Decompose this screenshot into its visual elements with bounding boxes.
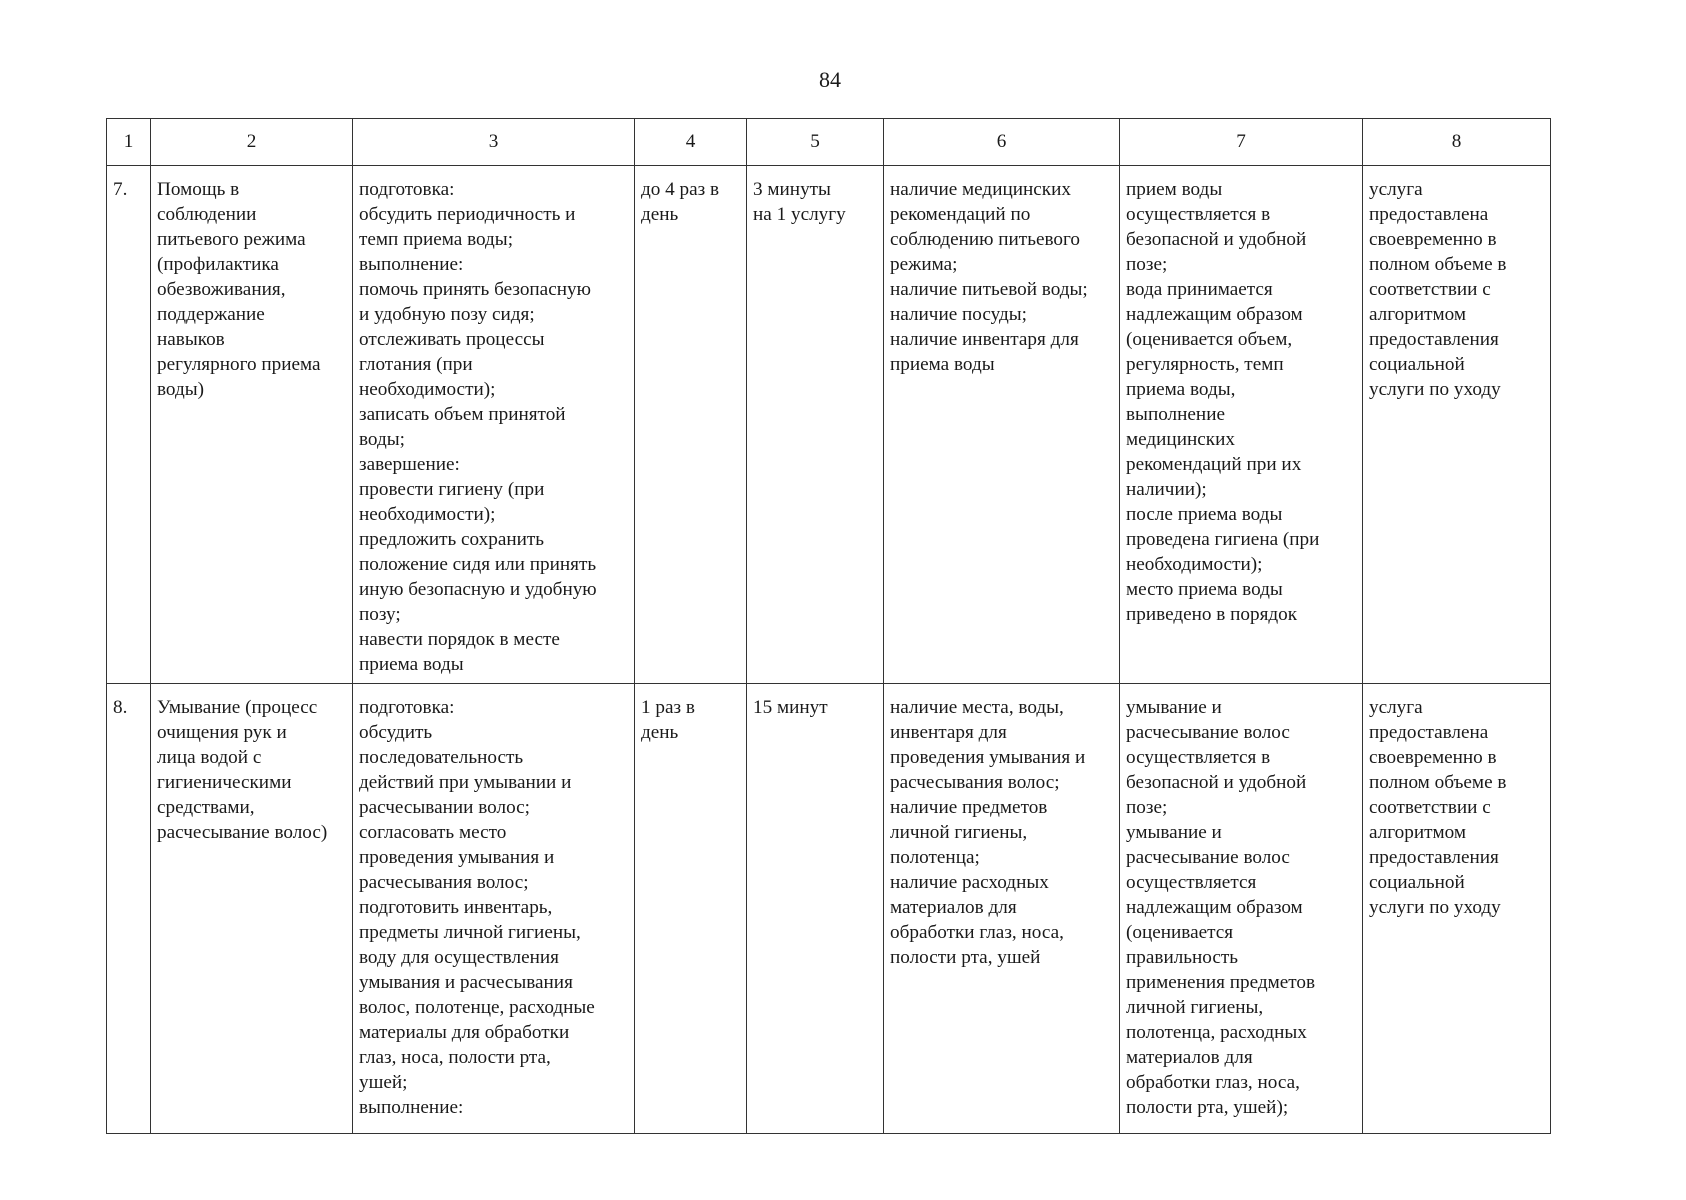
- cell-text-line: и удобную позу сидя;: [359, 304, 535, 325]
- cell-text-line: своевременно в: [1369, 229, 1497, 250]
- cell-text-line: расчесывания волос;: [890, 772, 1060, 793]
- cell-text-line: личной гигиены,: [890, 822, 1028, 843]
- cell-text-line: на 1 услугу: [753, 204, 846, 225]
- cell-text-line: обработки глаз, носа,: [1126, 1072, 1300, 1093]
- cell-text-line: позе;: [1126, 254, 1168, 275]
- cell-text-line: навести порядок в месте: [359, 629, 560, 650]
- cell-text-line: соблюдению питьевого: [890, 229, 1080, 250]
- cell-text-line: обработки глаз, носа,: [890, 922, 1064, 943]
- cell-text-line: поддержание: [157, 304, 265, 325]
- cell-text-line: услуги по уходу: [1369, 379, 1501, 400]
- cell-text-line: завершение:: [359, 454, 460, 475]
- cell-text-line: иную безопасную и удобную: [359, 579, 597, 600]
- cell-text-line: расчесывание волос: [1126, 722, 1290, 743]
- cell-text-line: подготовка:: [359, 179, 455, 200]
- cell-text-line: глотания (при: [359, 354, 473, 375]
- cell-text-line: осуществляется в: [1126, 204, 1271, 225]
- cell-text-line: положение сидя или принять: [359, 554, 597, 575]
- cell-text-line: глаз, носа, полости рта,: [359, 1047, 551, 1068]
- cell-text-line: выполнение:: [359, 254, 464, 275]
- cell-text-line: ушей;: [359, 1072, 408, 1093]
- cell-text-line: проведения умывания и: [359, 847, 555, 868]
- cell-text-line: регулярного приема: [157, 354, 321, 375]
- cell-text-line: 7.: [113, 179, 128, 200]
- page-number: 84: [819, 67, 841, 92]
- column-header: 5: [747, 119, 884, 166]
- cell-text-line: выполнение:: [359, 1097, 464, 1118]
- table-row: [107, 166, 1551, 684]
- cell-text-line: до 4 раз в: [641, 179, 720, 200]
- cell-text-line: вода принимается: [1126, 279, 1273, 300]
- cell-text-line: личной гигиены,: [1126, 997, 1264, 1018]
- cell-text-line: Умывание (процесс: [157, 697, 318, 718]
- cell-text-line: наличие медицинских: [890, 179, 1071, 200]
- row-number-cell: [107, 166, 151, 684]
- cell-text-line: место приема воды: [1126, 579, 1283, 600]
- cell-text-line: провести гигиену (при: [359, 479, 545, 500]
- cell-text-line: услуга: [1369, 179, 1423, 200]
- cell-text-line: 15 минут: [753, 697, 828, 718]
- cell-text-line: социальной: [1369, 354, 1465, 375]
- cell-text-line: наличие питьевой воды;: [890, 279, 1088, 300]
- cell-text-line: расчесывания волос;: [359, 872, 529, 893]
- cell-text-line: надлежащим образом: [1126, 897, 1303, 918]
- cell-text-line: предоставления: [1369, 329, 1499, 350]
- cell-text-line: безопасной и удобной: [1126, 229, 1307, 250]
- quality-criteria-cell: [1120, 166, 1363, 684]
- cell-text-line: проведена гигиена (при: [1126, 529, 1320, 550]
- result-cell: [1363, 166, 1551, 684]
- cell-text-line: волос, полотенце, расходные: [359, 997, 595, 1018]
- cell-text-line: Помощь в: [157, 179, 240, 200]
- cell-text-line: приема воды: [359, 654, 464, 675]
- cell-text-line: подготовка:: [359, 697, 455, 718]
- cell-text-line: наличии);: [1126, 479, 1207, 500]
- cell-text-line: питьевого режима: [157, 229, 306, 250]
- cell-text-line: (оценивается: [1126, 922, 1234, 943]
- cell-text-line: безопасной и удобной: [1126, 772, 1307, 793]
- cell-text-line: медицинских: [1126, 429, 1235, 450]
- cell-text-line: день: [641, 204, 679, 225]
- column-header: 8: [1363, 119, 1551, 166]
- cell-text-line: соответствии с: [1369, 797, 1491, 818]
- conditions-cell: [884, 684, 1120, 1134]
- cell-text-line: 1 раз в: [641, 697, 695, 718]
- cell-text-line: приведено в порядок: [1126, 604, 1298, 625]
- cell-text-line: действий при умывании и: [359, 772, 572, 793]
- cell-text-line: предоставления: [1369, 847, 1499, 868]
- cell-text-line: наличие инвентаря для: [890, 329, 1079, 350]
- table-header-row: [107, 119, 1551, 166]
- frequency-cell: [635, 166, 747, 684]
- cell-text-line: после приема воды: [1126, 504, 1283, 525]
- cell-text-line: полотенца;: [890, 847, 980, 868]
- cell-text-line: алгоритмом: [1369, 822, 1467, 843]
- cell-text-line: умывание и: [1126, 822, 1222, 843]
- column-header: 7: [1120, 119, 1363, 166]
- conditions-cell: [884, 166, 1120, 684]
- cell-text-line: предметы личной гигиены,: [359, 922, 581, 943]
- cell-text-line: 8.: [113, 697, 128, 718]
- cell-text-line: обсудить: [359, 722, 433, 743]
- cell-text-line: соответствии с: [1369, 279, 1491, 300]
- cell-text-line: режима;: [890, 254, 958, 275]
- cell-text-line: согласовать место: [359, 822, 507, 843]
- cell-text-line: материалы для обработки: [359, 1022, 570, 1043]
- cell-text-line: воду для осуществления: [359, 947, 559, 968]
- cell-text-line: проведения умывания и: [890, 747, 1086, 768]
- duration-cell: [747, 684, 884, 1134]
- cell-text-line: инвентаря для: [890, 722, 1007, 743]
- cell-text-line: предложить сохранить: [359, 529, 545, 550]
- cell-text-line: лица водой с: [157, 747, 262, 768]
- cell-text-line: обезвоживания,: [157, 279, 286, 300]
- cell-text-line: навыков: [157, 329, 225, 350]
- column-header: 1: [107, 119, 151, 166]
- cell-text-line: полости рта, ушей: [890, 947, 1041, 968]
- column-header: 2: [151, 119, 353, 166]
- cell-text-line: расчесывание волос: [1126, 847, 1290, 868]
- cell-text-line: гигиеническими: [157, 772, 292, 793]
- cell-text-line: умывание и: [1126, 697, 1222, 718]
- cell-text-line: (оценивается объем,: [1126, 329, 1293, 350]
- cell-text-line: применения предметов: [1126, 972, 1316, 993]
- cell-text-line: (профилактика: [157, 254, 279, 275]
- cell-text-line: полотенца, расходных: [1126, 1022, 1307, 1043]
- cell-text-line: алгоритмом: [1369, 304, 1467, 325]
- cell-text-line: предоставлена: [1369, 722, 1489, 743]
- procedure-cell: [353, 684, 635, 1134]
- column-header: 3: [353, 119, 635, 166]
- cell-text-line: необходимости);: [359, 379, 496, 400]
- cell-text-line: последовательность: [359, 747, 524, 768]
- frequency-cell: [635, 684, 747, 1134]
- cell-text-line: услуга: [1369, 697, 1423, 718]
- cell-text-line: наличие посуды;: [890, 304, 1028, 325]
- cell-text-line: полости рта, ушей);: [1126, 1097, 1289, 1118]
- cell-text-line: расчесывание волос): [157, 822, 328, 843]
- cell-text-line: наличие предметов: [890, 797, 1048, 818]
- cell-text-line: приема воды,: [1126, 379, 1236, 400]
- procedure-cell: [353, 166, 635, 684]
- cell-text-line: материалов для: [890, 897, 1017, 918]
- cell-text-line: выполнение: [1126, 404, 1225, 425]
- cell-text-line: необходимости);: [359, 504, 496, 525]
- quality-criteria-cell: [1120, 684, 1363, 1134]
- cell-text-line: обсудить периодичность и: [359, 204, 576, 225]
- cell-text-line: 3 минуты: [753, 179, 831, 200]
- result-cell: [1363, 684, 1551, 1134]
- cell-text-line: соблюдении: [157, 204, 257, 225]
- cell-text-line: средствами,: [157, 797, 255, 818]
- column-header: 4: [635, 119, 747, 166]
- cell-text-line: надлежащим образом: [1126, 304, 1303, 325]
- cell-text-line: воды): [157, 379, 205, 400]
- cell-text-line: записать объем принятой: [359, 404, 566, 425]
- cell-text-line: отслеживать процессы: [359, 329, 545, 350]
- cell-text-line: подготовить инвентарь,: [359, 897, 553, 918]
- cell-text-line: умывания и расчесывания: [359, 972, 573, 993]
- cell-text-line: расчесывании волос;: [359, 797, 530, 818]
- cell-text-line: наличие места, воды,: [890, 697, 1064, 718]
- cell-text-line: правильность: [1126, 947, 1239, 968]
- cell-text-line: материалов для: [1126, 1047, 1253, 1068]
- row-number-cell: [107, 684, 151, 1134]
- cell-text-line: полном объеме в: [1369, 254, 1507, 275]
- cell-text-line: темп приема воды;: [359, 229, 514, 250]
- cell-text-line: услуги по уходу: [1369, 897, 1501, 918]
- cell-text-line: предоставлена: [1369, 204, 1489, 225]
- cell-text-line: рекомендаций по: [890, 204, 1031, 225]
- column-header: 6: [884, 119, 1120, 166]
- cell-text-line: осуществляется: [1126, 872, 1257, 893]
- cell-text-line: социальной: [1369, 872, 1465, 893]
- cell-text-line: своевременно в: [1369, 747, 1497, 768]
- service-table: [106, 118, 1551, 1134]
- duration-cell: [747, 166, 884, 684]
- cell-text-line: позу;: [359, 604, 401, 625]
- table-row: [107, 684, 1551, 1134]
- cell-text-line: позе;: [1126, 797, 1168, 818]
- cell-text-line: необходимости);: [1126, 554, 1263, 575]
- cell-text-line: регулярность, темп: [1126, 354, 1284, 375]
- cell-text-line: помочь принять безопасную: [359, 279, 591, 300]
- cell-text-line: прием воды: [1126, 179, 1223, 200]
- service-name-cell: [151, 166, 353, 684]
- cell-text-line: день: [641, 722, 679, 743]
- cell-text-line: полном объеме в: [1369, 772, 1507, 793]
- cell-text-line: наличие расходных: [890, 872, 1049, 893]
- cell-text-line: осуществляется в: [1126, 747, 1271, 768]
- cell-text-line: рекомендаций при их: [1126, 454, 1302, 475]
- cell-text-line: очищения рук и: [157, 722, 287, 743]
- service-name-cell: [151, 684, 353, 1134]
- cell-text-line: воды;: [359, 429, 405, 450]
- cell-text-line: приема воды: [890, 354, 995, 375]
